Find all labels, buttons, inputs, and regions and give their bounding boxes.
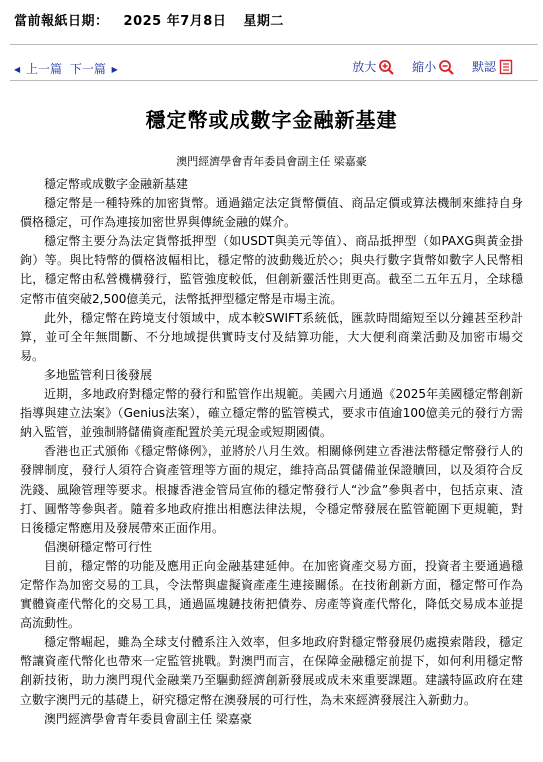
- paragraph: 此外，穩定幣在跨境支付領域中，成本較SWIFT系統低，匯款時間縮短至以分鐘甚至秒計算，並可全年無間斷、不分地域提供實時支付及結算功能，大大便利商業活動及加密市場交易。: [20, 310, 523, 363]
- date-label: 當前報紙日期：: [14, 14, 109, 29]
- triangle-left-icon: ◀: [14, 65, 21, 74]
- weekday: 星期二: [243, 14, 284, 29]
- paragraph: 近期，多地政府對穩定幣的發行和監管作出規範。美國六月通過《2025年美國穩定幣創新指導與建立法案》（Genius法案），確立穩定幣的監管模式，要求市值逾100億美元的發行方需納入監管，並強制將儲備資產配置於美元現金或短期國債。: [20, 387, 523, 440]
- paragraph: 穩定幣崛起，雖為全球支付體系注入效率，但多地政府對穩定幣發展仍處摸索階段，穩定幣讓資產代幣化也帶來一定監管挑戰。對澳門而言，在保障金融穩定前提下，如何利用穩定幣創新技術，助力澳門現代金融業乃至驅動經濟創新發展或成未來重要課題。建議特區政府在建立數字澳門元的基礎上，研究穩定幣在澳發展的可行性，為未來經濟發展注入新動力。: [20, 635, 523, 707]
- zoom-in-icon: [378, 59, 394, 75]
- date-value: 2025 年7月8日: [123, 14, 227, 29]
- article-body: [20, 175, 523, 729]
- zoom-out-button[interactable]: [412, 58, 454, 75]
- subheading: 穩定幣或成數字金融新基建: [44, 177, 189, 191]
- newspaper-date: [14, 10, 294, 29]
- zoom-in-label: 放大: [352, 60, 377, 74]
- paragraph: 目前，穩定幣的功能及應用正向金融基建延伸。在加密資產交易方面，投資者主要通過穩定幣作為加密交易的工具，令法幣與虛擬資產產生連接關係。在技術創新方面，穩定幣可作為實體資產代幣化的交易工具，通過區塊鏈技術把債券、房產等資產代幣化，降低交易成本並提高流動性。: [20, 558, 523, 631]
- paragraph: 香港也正式頒佈《穩定幣條例》，並將於八月生效。相關條例建立香港法幣穩定幣發行人的發牌制度，發行人須符合資產管理等方面的規定，維持高品質儲備並保證贖回，以及須符合反洗錢、風險管理等要求。根據香港金管局宣佈的穩定幣發行人“沙盒”參與者中，包括京東、渣打、圓幣等參與者。隨着多地政府推出相應法律法規，令穩定幣發展在監管範圍下更規範，對日後穩定幣應用及發展帶來正面作用。: [20, 444, 523, 535]
- article-byline: 澳門經濟學會青年委員會副主任 梁嘉豪: [176, 155, 367, 168]
- top-divider: [10, 44, 538, 45]
- prev-article-link[interactable]: 上一篇: [25, 62, 62, 76]
- subheading: 倡澳研穩定幣可行性: [44, 539, 153, 554]
- article-toolbar: [10, 58, 538, 78]
- default-size-button[interactable]: [472, 58, 514, 75]
- article-nav: [14, 60, 118, 77]
- author-signature: 澳門經濟學會青年委員會副主任 梁嘉豪: [44, 711, 252, 726]
- subheading: 多地監管利日後發展: [44, 367, 153, 382]
- default-size-icon: [498, 59, 514, 75]
- zoom-out-label: 縮小: [412, 60, 437, 74]
- article-title: 穩定幣或成數字金融新基建: [145, 108, 398, 132]
- zoom-in-button[interactable]: [352, 58, 394, 75]
- default-size-label: 默認: [471, 60, 496, 74]
- paragraph: 穩定幣主要分為法定貨幣抵押型（如USDT與美元等值）、商品抵押型（如PAXG與黃金掛鉤）等。與比特幣的價格波幅相比，穩定幣的波動幾近於◇；與央行數字貨幣如數字人民幣相比，穩定幣由私營機構發行，監管強度較低，但創新靈活性則更高。截至二五年五月，全球穩定幣市值突破2,500億美元，法幣抵押型穩定幣是市場主流。: [20, 234, 523, 306]
- paragraph: 穩定幣是一種特殊的加密貨幣。通過錨定法定貨幣價值、商品定價或算法機制來維持自身價格穩定，可作為連接加密世界與傳統金融的媒介。: [20, 196, 523, 230]
- text-size-controls: [338, 58, 514, 75]
- triangle-right-icon: ▶: [111, 65, 118, 74]
- toolbar-divider: [10, 80, 538, 81]
- zoom-out-icon: [438, 59, 454, 75]
- next-article-link[interactable]: 下一篇: [69, 62, 106, 76]
